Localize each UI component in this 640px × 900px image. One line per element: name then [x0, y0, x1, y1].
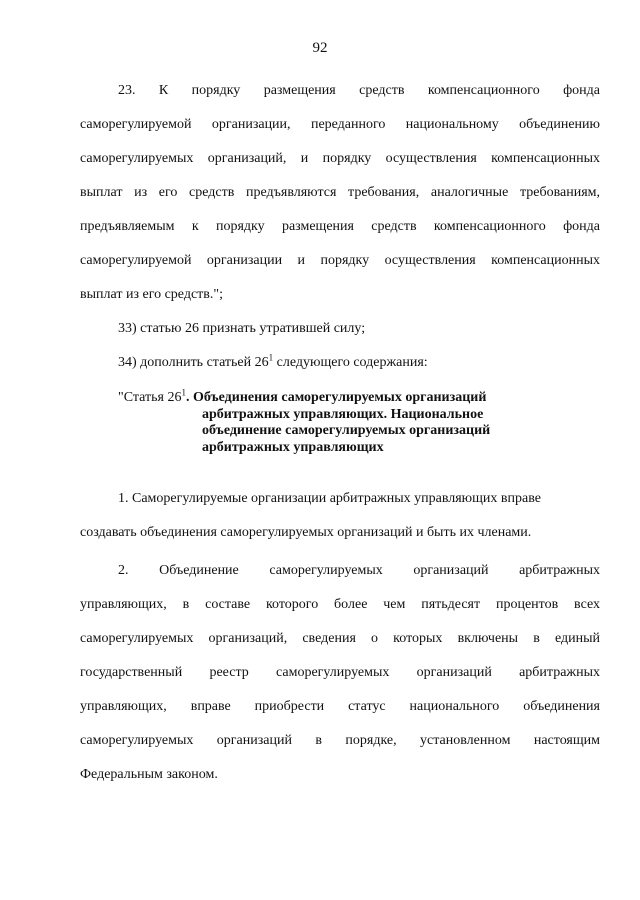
- paragraph-line: 1. Саморегулируемые организации арбитражных управляющих вправе: [118, 491, 541, 506]
- paragraph-line: управляющих, в составе которого более чем пятьдесят процентов всех: [80, 597, 600, 612]
- article-title-line: арбитражных управляющих: [202, 439, 384, 455]
- article-title-first-line: [118, 387, 588, 407]
- item-34-sup: 1: [268, 352, 274, 363]
- article-title-line: арбитражных управляющих. Национальное: [202, 406, 484, 422]
- article-heading: [118, 387, 588, 456]
- page-number: 92: [312, 40, 328, 56]
- paragraph-line: 23. К порядку размещения средств компенсационного фонда: [118, 83, 600, 98]
- paragraph-line: выплат из его средств предъявляются требования, аналогичные требованиям,: [80, 185, 600, 200]
- paragraph-line: саморегулируемых организаций в порядке, установленном настоящим: [80, 733, 600, 748]
- item-34: [118, 352, 600, 371]
- item-34-text: 34) дополнить статьей 26: [118, 355, 269, 370]
- article-prefix-dot: .: [185, 390, 190, 405]
- paragraph-line: управляющих, вправе приобрести статус национального объединения: [80, 699, 600, 714]
- paragraph-line: государственный реестр саморегулируемых организаций арбитражных: [80, 665, 600, 680]
- paragraph-line: саморегулируемой организации, переданного национальному объединению: [80, 117, 600, 132]
- paragraph-line: 2. Объединение саморегулируемых организаций арбитражных: [118, 563, 600, 578]
- paragraph-line: саморегулируемых организаций, и порядку осуществления компенсационных: [80, 151, 600, 166]
- paragraph-line: предъявляемым к порядку размещения средств компенсационного фонда: [80, 219, 600, 234]
- item-33: 33) статью 26 признать утратившей силу;: [118, 321, 366, 336]
- paragraph-line: саморегулируемой организации и порядку осуществления компенсационных: [80, 253, 600, 268]
- article-prefix-sup: 1: [181, 387, 186, 398]
- paragraph-line: саморегулируемых организаций, сведения о которых включены в единый: [80, 631, 600, 646]
- paragraph-line: выплат из его средств.";: [80, 287, 224, 302]
- paragraph-line: Федеральным законом.: [80, 767, 218, 782]
- article-title-first: Объединения саморегулируемых организаций: [189, 390, 487, 405]
- article-title-line: объединение саморегулируемых организаций: [202, 423, 491, 438]
- paragraph-line: создавать объединения саморегулируемых организаций и быть их членами.: [80, 525, 532, 540]
- item-34-tail: следующего содержания:: [273, 355, 428, 370]
- article-prefix: "Статья 26: [118, 390, 182, 405]
